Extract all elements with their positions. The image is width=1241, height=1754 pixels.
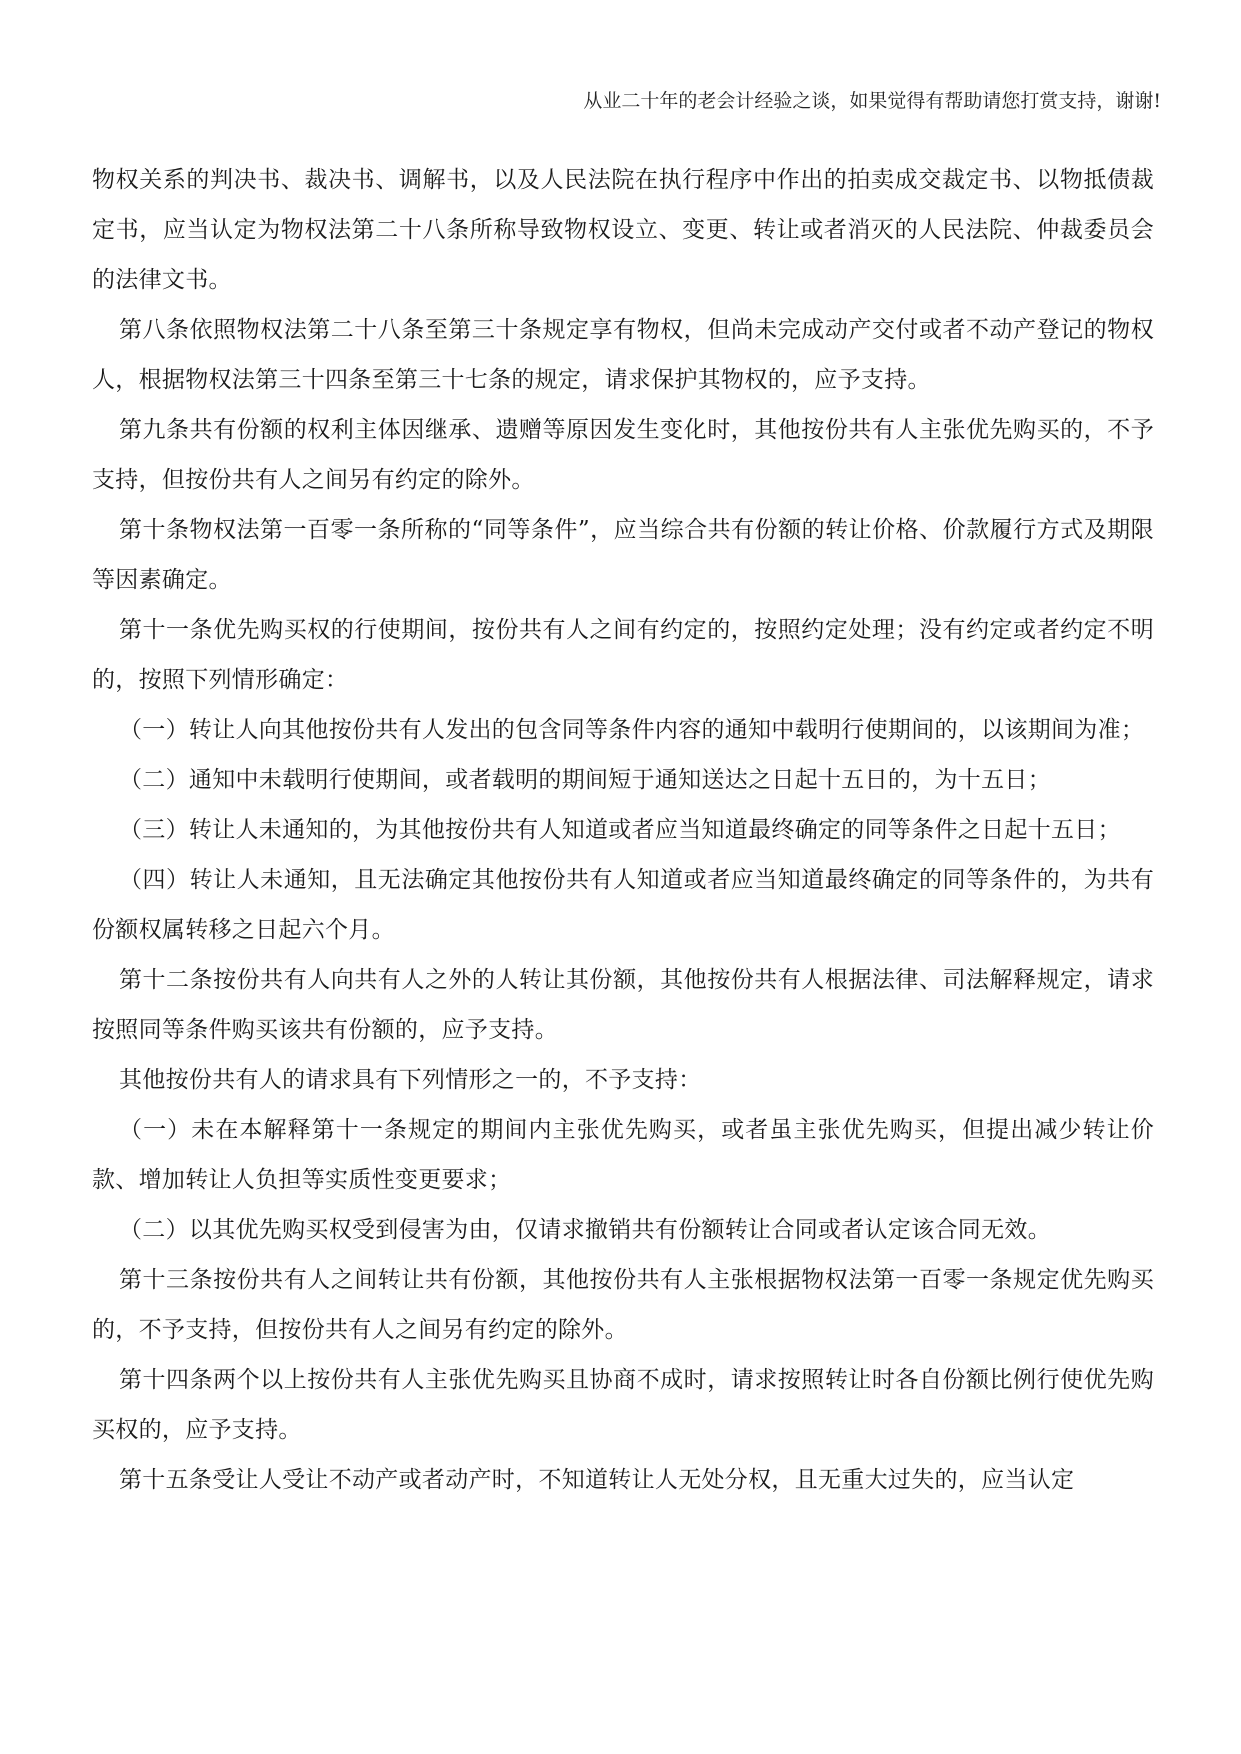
paragraph-article-9: 第九条共有份额的权利主体因继承、遗赠等原因发生变化时，其他按份共有人主张优先购买的，不予支持，但按份共有人之间另有约定的除外。 bbox=[92, 417, 1154, 493]
paragraph-article-11: 第十一条优先购买权的行使期间，按份共有人之间有约定的，按照约定处理；没有约定或者约定不明的，按照下列情形确定： bbox=[92, 617, 1154, 693]
paragraph-continuation: 物权关系的判决书、裁决书、调解书，以及人民法院在执行程序中作出的拍卖成交裁定书、以物抵债裁定书，应当认定为物权法第二十八条所称导致物权设立、变更、转让或者消灭的人民法院、仲裁委员会的法律文书。 bbox=[92, 167, 1154, 293]
paragraph-article-11-item-4: （四）转让人未通知，且无法确定其他按份共有人知道或者应当知道最终确定的同等条件的，为共有份额权属转移之日起六个月。 bbox=[92, 867, 1154, 943]
paragraph-article-12-exceptions: 其他按份共有人的请求具有下列情形之一的，不予支持： bbox=[119, 1067, 702, 1093]
paragraph-article-11-item-1: （一）转让人向其他按份共有人发出的包含同等条件内容的通知中载明行使期间的，以该期间为准； bbox=[119, 717, 1145, 743]
paragraph-article-12-item-2: （二）以其优先购买权受到侵害为由，仅请求撤销共有份额转让合同或者认定该合同无效。 bbox=[119, 1217, 1051, 1243]
paragraph-article-8: 第八条依照物权法第二十八条至第三十条规定享有物权，但尚未完成动产交付或者不动产登记的物权人，根据物权法第三十四条至第三十七条的规定，请求保护其物权的，应予支持。 bbox=[92, 317, 1154, 393]
paragraph-article-15: 第十五条受让人受让不动产或者动产时，不知道转让人无处分权，且无重大过失的，应当认定 bbox=[119, 1467, 1075, 1493]
paragraph-article-12: 第十二条按份共有人向共有人之外的人转让其份额，其他按份共有人根据法律、司法解释规定，请求按照同等条件购买该共有份额的，应予支持。 bbox=[92, 967, 1154, 1043]
paragraph-article-11-item-2: （二）通知中未载明行使期间，或者载明的期间短于通知送达之日起十五日的，为十五日； bbox=[119, 767, 1051, 793]
paragraph-article-14: 第十四条两个以上按份共有人主张优先购买且协商不成时，请求按照转让时各自份额比例行使优先购买权的，应予支持。 bbox=[92, 1367, 1154, 1443]
paragraph-article-12-item-1: （一）未在本解释第十一条规定的期间内主张优先购买，或者虽主张优先购买，但提出减少转让价款、增加转让人负担等实质性变更要求； bbox=[92, 1117, 1154, 1193]
document-body bbox=[92, 155, 1154, 1505]
paragraph-article-10: 第十条物权法第一百零一条所称的“同等条件”，应当综合共有份额的转让价格、价款履行方式及期限等因素确定。 bbox=[92, 517, 1154, 593]
paragraph-article-13: 第十三条按份共有人之间转让共有份额，其他按份共有人主张根据物权法第一百零一条规定优先购买的，不予支持，但按份共有人之间另有约定的除外。 bbox=[92, 1267, 1154, 1343]
paragraph-article-11-item-3: （三）转让人未通知的，为其他按份共有人知道或者应当知道最终确定的同等条件之日起十五日； bbox=[119, 817, 1121, 843]
header-note: 从业二十年的老会计经验之谈，如果觉得有帮助请您打赏支持，谢谢! bbox=[583, 90, 1161, 112]
